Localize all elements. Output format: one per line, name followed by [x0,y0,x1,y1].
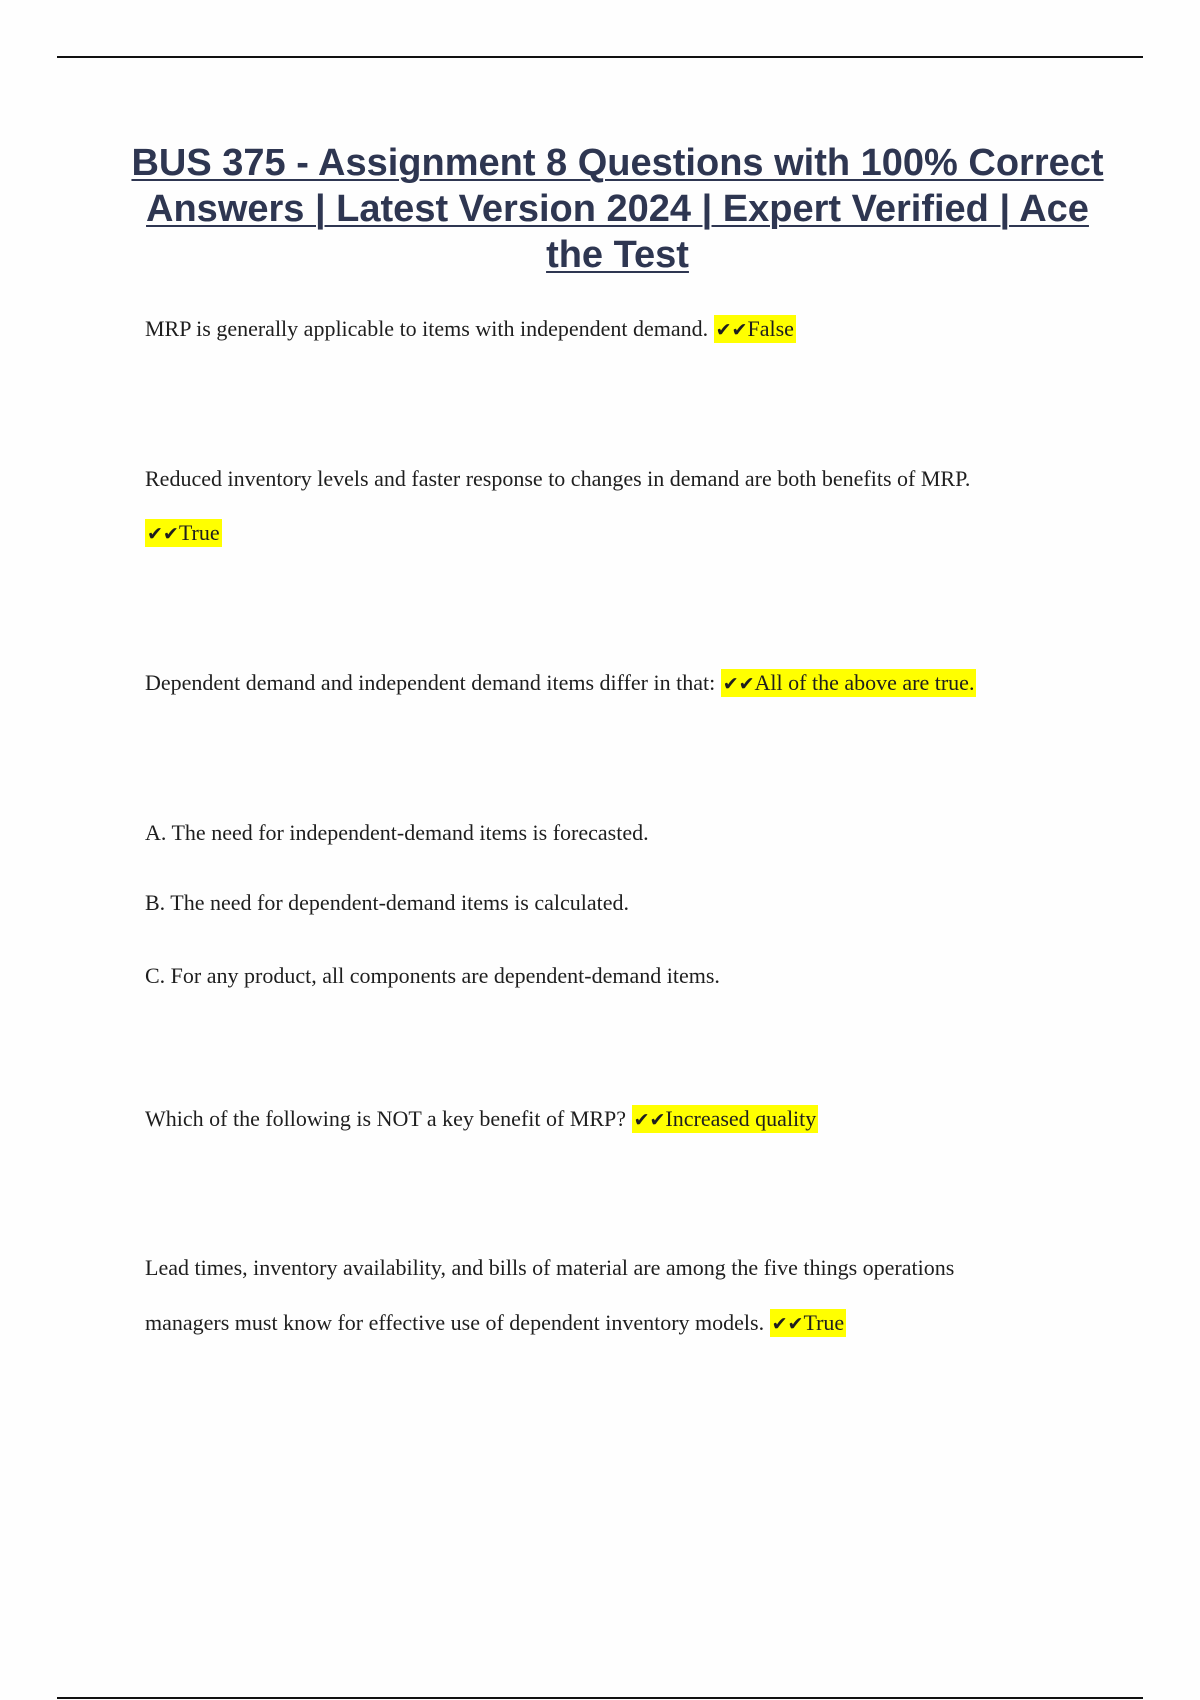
bottom-rule [57,1697,1143,1699]
answer-text: All of the above are true. [754,670,975,695]
question-4 [145,1105,818,1134]
answer-text: True [803,1310,845,1335]
document-title: BUS 375 - Assignment 8 Questions with 100% Correct Answers | Latest Version 2024 | Expert Verified | Ace the Test [131,142,1104,276]
check-mark-icon: ✔✔ [715,319,748,341]
question-5-text: managers must know for effective use of dependent inventory models. [145,1310,765,1335]
question-3-option-c: C. For any product, all components are dependent-demand items. [145,963,720,988]
question-3 [145,669,976,698]
question-2-text: Reduced inventory levels and faster response to changes in demand are both benefits of MRP. [145,466,971,491]
question-1-text: MRP is generally applicable to items with independent demand. [145,316,709,341]
question-2-answer-line [145,519,222,548]
question-5-line-2 [145,1309,846,1338]
question-5-line-1: Lead times, inventory availability, and bills of material are among the five things operations [145,1255,955,1280]
answer-text: Increased quality [665,1106,817,1131]
question-4-answer [632,1105,819,1133]
question-3-text: Dependent demand and independent demand items differ in that: [145,670,716,695]
answer-text: True [178,520,220,545]
question-1-answer [714,315,796,343]
question-1 [145,315,796,344]
top-rule [57,56,1143,58]
question-2-answer [145,519,222,547]
check-mark-icon: ✔✔ [722,673,755,695]
question-3-option-a: A. The need for independent-demand items is forecasted. [145,820,649,845]
question-2 [145,465,970,493]
question-5-answer [770,1309,847,1337]
check-mark-icon: ✔✔ [633,1109,666,1131]
check-mark-icon: ✔✔ [147,523,179,545]
question-3-option-b: B. The need for dependent-demand items is calculated. [145,890,630,915]
question-3-answer [721,669,977,697]
question-4-text: Which of the following is NOT a key benefit of MRP? [145,1106,627,1131]
answer-text: False [747,316,794,341]
check-mark-icon: ✔✔ [771,1313,804,1335]
